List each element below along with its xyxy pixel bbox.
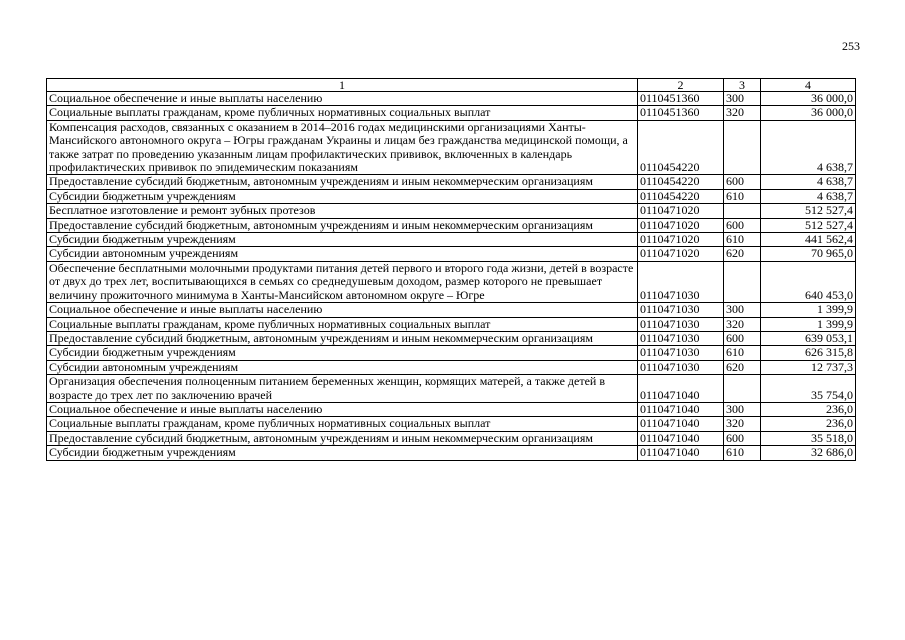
page-number: 253 <box>842 39 860 53</box>
row-code-cell: 0110471040 <box>638 402 724 416</box>
column-header-amount: 4 <box>761 79 856 92</box>
row-amount-cell: 70 965,0 <box>761 247 856 261</box>
table-row <box>47 402 856 416</box>
row-amount-cell: 639 053,1 <box>761 331 856 345</box>
table-row <box>47 92 856 106</box>
row-amount-cell: 441 562,4 <box>761 233 856 247</box>
table-row <box>47 417 856 431</box>
row-amount-cell: 1 399,9 <box>761 317 856 331</box>
row-code-cell: 0110471030 <box>638 317 724 331</box>
table-row <box>47 317 856 331</box>
row-amount-cell: 626 315,8 <box>761 346 856 360</box>
table-row <box>47 446 856 460</box>
row-name-cell: Субсидии автономным учреждениям <box>47 360 638 374</box>
table-body <box>47 92 856 461</box>
row-type-cell: 300 <box>724 92 761 106</box>
row-name-cell: Социальное обеспечение и иные выплаты населению <box>47 402 638 416</box>
row-name-cell: Предоставление субсидий бюджетным, автономным учреждениям и иным некоммерческим организациям <box>47 175 638 189</box>
row-type-cell: 600 <box>724 218 761 232</box>
row-amount-cell: 4 638,7 <box>761 189 856 203</box>
row-name-cell: Субсидии автономным учреждениям <box>47 247 638 261</box>
row-code-cell: 0110451360 <box>638 92 724 106</box>
row-code-cell: 0110471030 <box>638 261 724 302</box>
row-amount-cell: 36 000,0 <box>761 92 856 106</box>
row-code-cell: 0110471040 <box>638 417 724 431</box>
table-row <box>47 303 856 317</box>
row-amount-cell: 236,0 <box>761 402 856 416</box>
row-type-cell: 300 <box>724 303 761 317</box>
table-row <box>47 120 856 175</box>
row-type-cell: 620 <box>724 360 761 374</box>
column-header-type: 3 <box>724 79 761 92</box>
row-type-cell: 300 <box>724 402 761 416</box>
table-row <box>47 247 856 261</box>
row-code-cell: 0110471040 <box>638 375 724 403</box>
row-amount-cell: 36 000,0 <box>761 106 856 120</box>
row-amount-cell: 32 686,0 <box>761 446 856 460</box>
row-type-cell: 600 <box>724 175 761 189</box>
row-code-cell: 0110451360 <box>638 106 724 120</box>
row-type-cell <box>724 120 761 175</box>
row-code-cell: 0110471030 <box>638 331 724 345</box>
row-name-cell: Субсидии бюджетным учреждениям <box>47 233 638 247</box>
row-code-cell: 0110471040 <box>638 446 724 460</box>
row-code-cell: 0110471030 <box>638 360 724 374</box>
row-name-cell: Социальные выплаты гражданам, кроме публичных нормативных социальных выплат <box>47 417 638 431</box>
row-name-cell: Субсидии бюджетным учреждениям <box>47 189 638 203</box>
row-type-cell: 320 <box>724 317 761 331</box>
row-type-cell: 600 <box>724 331 761 345</box>
row-code-cell: 0110454220 <box>638 189 724 203</box>
table-row <box>47 106 856 120</box>
column-header-code: 2 <box>638 79 724 92</box>
row-amount-cell: 1 399,9 <box>761 303 856 317</box>
row-name-cell: Предоставление субсидий бюджетным, автономным учреждениям и иным некоммерческим организациям <box>47 218 638 232</box>
row-name-cell: Компенсация расходов, связанных с оказанием в 2014–2016 годах медицинскими организациями Ханты-Мансийского автономного округа – Югры гражданам Украины и лицам без гражданства медицинской помощи, а также затрат по проведению указанным лицам профилактических прививок, включенных в календарь профилактических прививок по эпидемическим показаниям <box>47 120 638 175</box>
row-name-cell: Социальное обеспечение и иные выплаты населению <box>47 92 638 106</box>
row-amount-cell: 512 527,4 <box>761 204 856 218</box>
table-row <box>47 218 856 232</box>
row-type-cell: 610 <box>724 446 761 460</box>
row-amount-cell: 640 453,0 <box>761 261 856 302</box>
table-row <box>47 204 856 218</box>
row-code-cell: 0110471040 <box>638 431 724 445</box>
table-row <box>47 375 856 403</box>
row-name-cell: Бесплатное изготовление и ремонт зубных протезов <box>47 204 638 218</box>
row-code-cell: 0110454220 <box>638 175 724 189</box>
row-amount-cell: 4 638,7 <box>761 175 856 189</box>
row-code-cell: 0110471020 <box>638 204 724 218</box>
row-amount-cell: 35 518,0 <box>761 431 856 445</box>
row-type-cell: 320 <box>724 106 761 120</box>
row-type-cell <box>724 261 761 302</box>
row-code-cell: 0110471030 <box>638 346 724 360</box>
row-amount-cell: 236,0 <box>761 417 856 431</box>
row-code-cell: 0110471020 <box>638 218 724 232</box>
table-row <box>47 360 856 374</box>
table-row <box>47 233 856 247</box>
row-name-cell: Социальные выплаты гражданам, кроме публичных нормативных социальных выплат <box>47 106 638 120</box>
row-name-cell: Социальное обеспечение и иные выплаты населению <box>47 303 638 317</box>
row-name-cell: Организация обеспечения полноценным питанием беременных женщин, кормящих матерей, а также детей в возрасте до трех лет по заключению врачей <box>47 375 638 403</box>
row-name-cell: Субсидии бюджетным учреждениям <box>47 446 638 460</box>
row-name-cell: Предоставление субсидий бюджетным, автономным учреждениям и иным некоммерческим организациям <box>47 431 638 445</box>
table-row <box>47 175 856 189</box>
table-header-row <box>47 79 856 92</box>
row-code-cell: 0110471020 <box>638 247 724 261</box>
row-code-cell: 0110471020 <box>638 233 724 247</box>
row-type-cell <box>724 204 761 218</box>
row-amount-cell: 12 737,3 <box>761 360 856 374</box>
column-header-name: 1 <box>47 79 638 92</box>
row-type-cell: 620 <box>724 247 761 261</box>
table-row <box>47 189 856 203</box>
table-row <box>47 331 856 345</box>
row-type-cell: 320 <box>724 417 761 431</box>
row-name-cell: Социальные выплаты гражданам, кроме публичных нормативных социальных выплат <box>47 317 638 331</box>
budget-table <box>46 78 856 461</box>
row-type-cell: 610 <box>724 346 761 360</box>
row-amount-cell: 512 527,4 <box>761 218 856 232</box>
row-name-cell: Обеспечение бесплатными молочными продуктами питания детей первого и второго года жизни, детей в возрасте от двух до трех лет, воспитывающихся в семьях со среднедушевым доходом, размер которого не превышает величину прожиточного минимума в Ханты-Мансийском автономном округе – Югре <box>47 261 638 302</box>
table-row <box>47 431 856 445</box>
row-code-cell: 0110471030 <box>638 303 724 317</box>
row-type-cell: 610 <box>724 189 761 203</box>
row-type-cell <box>724 375 761 403</box>
row-type-cell: 600 <box>724 431 761 445</box>
row-name-cell: Предоставление субсидий бюджетным, автономным учреждениям и иным некоммерческим организациям <box>47 331 638 345</box>
row-type-cell: 610 <box>724 233 761 247</box>
row-amount-cell: 35 754,0 <box>761 375 856 403</box>
table-row <box>47 346 856 360</box>
table-row <box>47 261 856 302</box>
row-code-cell: 0110454220 <box>638 120 724 175</box>
row-amount-cell: 4 638,7 <box>761 120 856 175</box>
row-name-cell: Субсидии бюджетным учреждениям <box>47 346 638 360</box>
